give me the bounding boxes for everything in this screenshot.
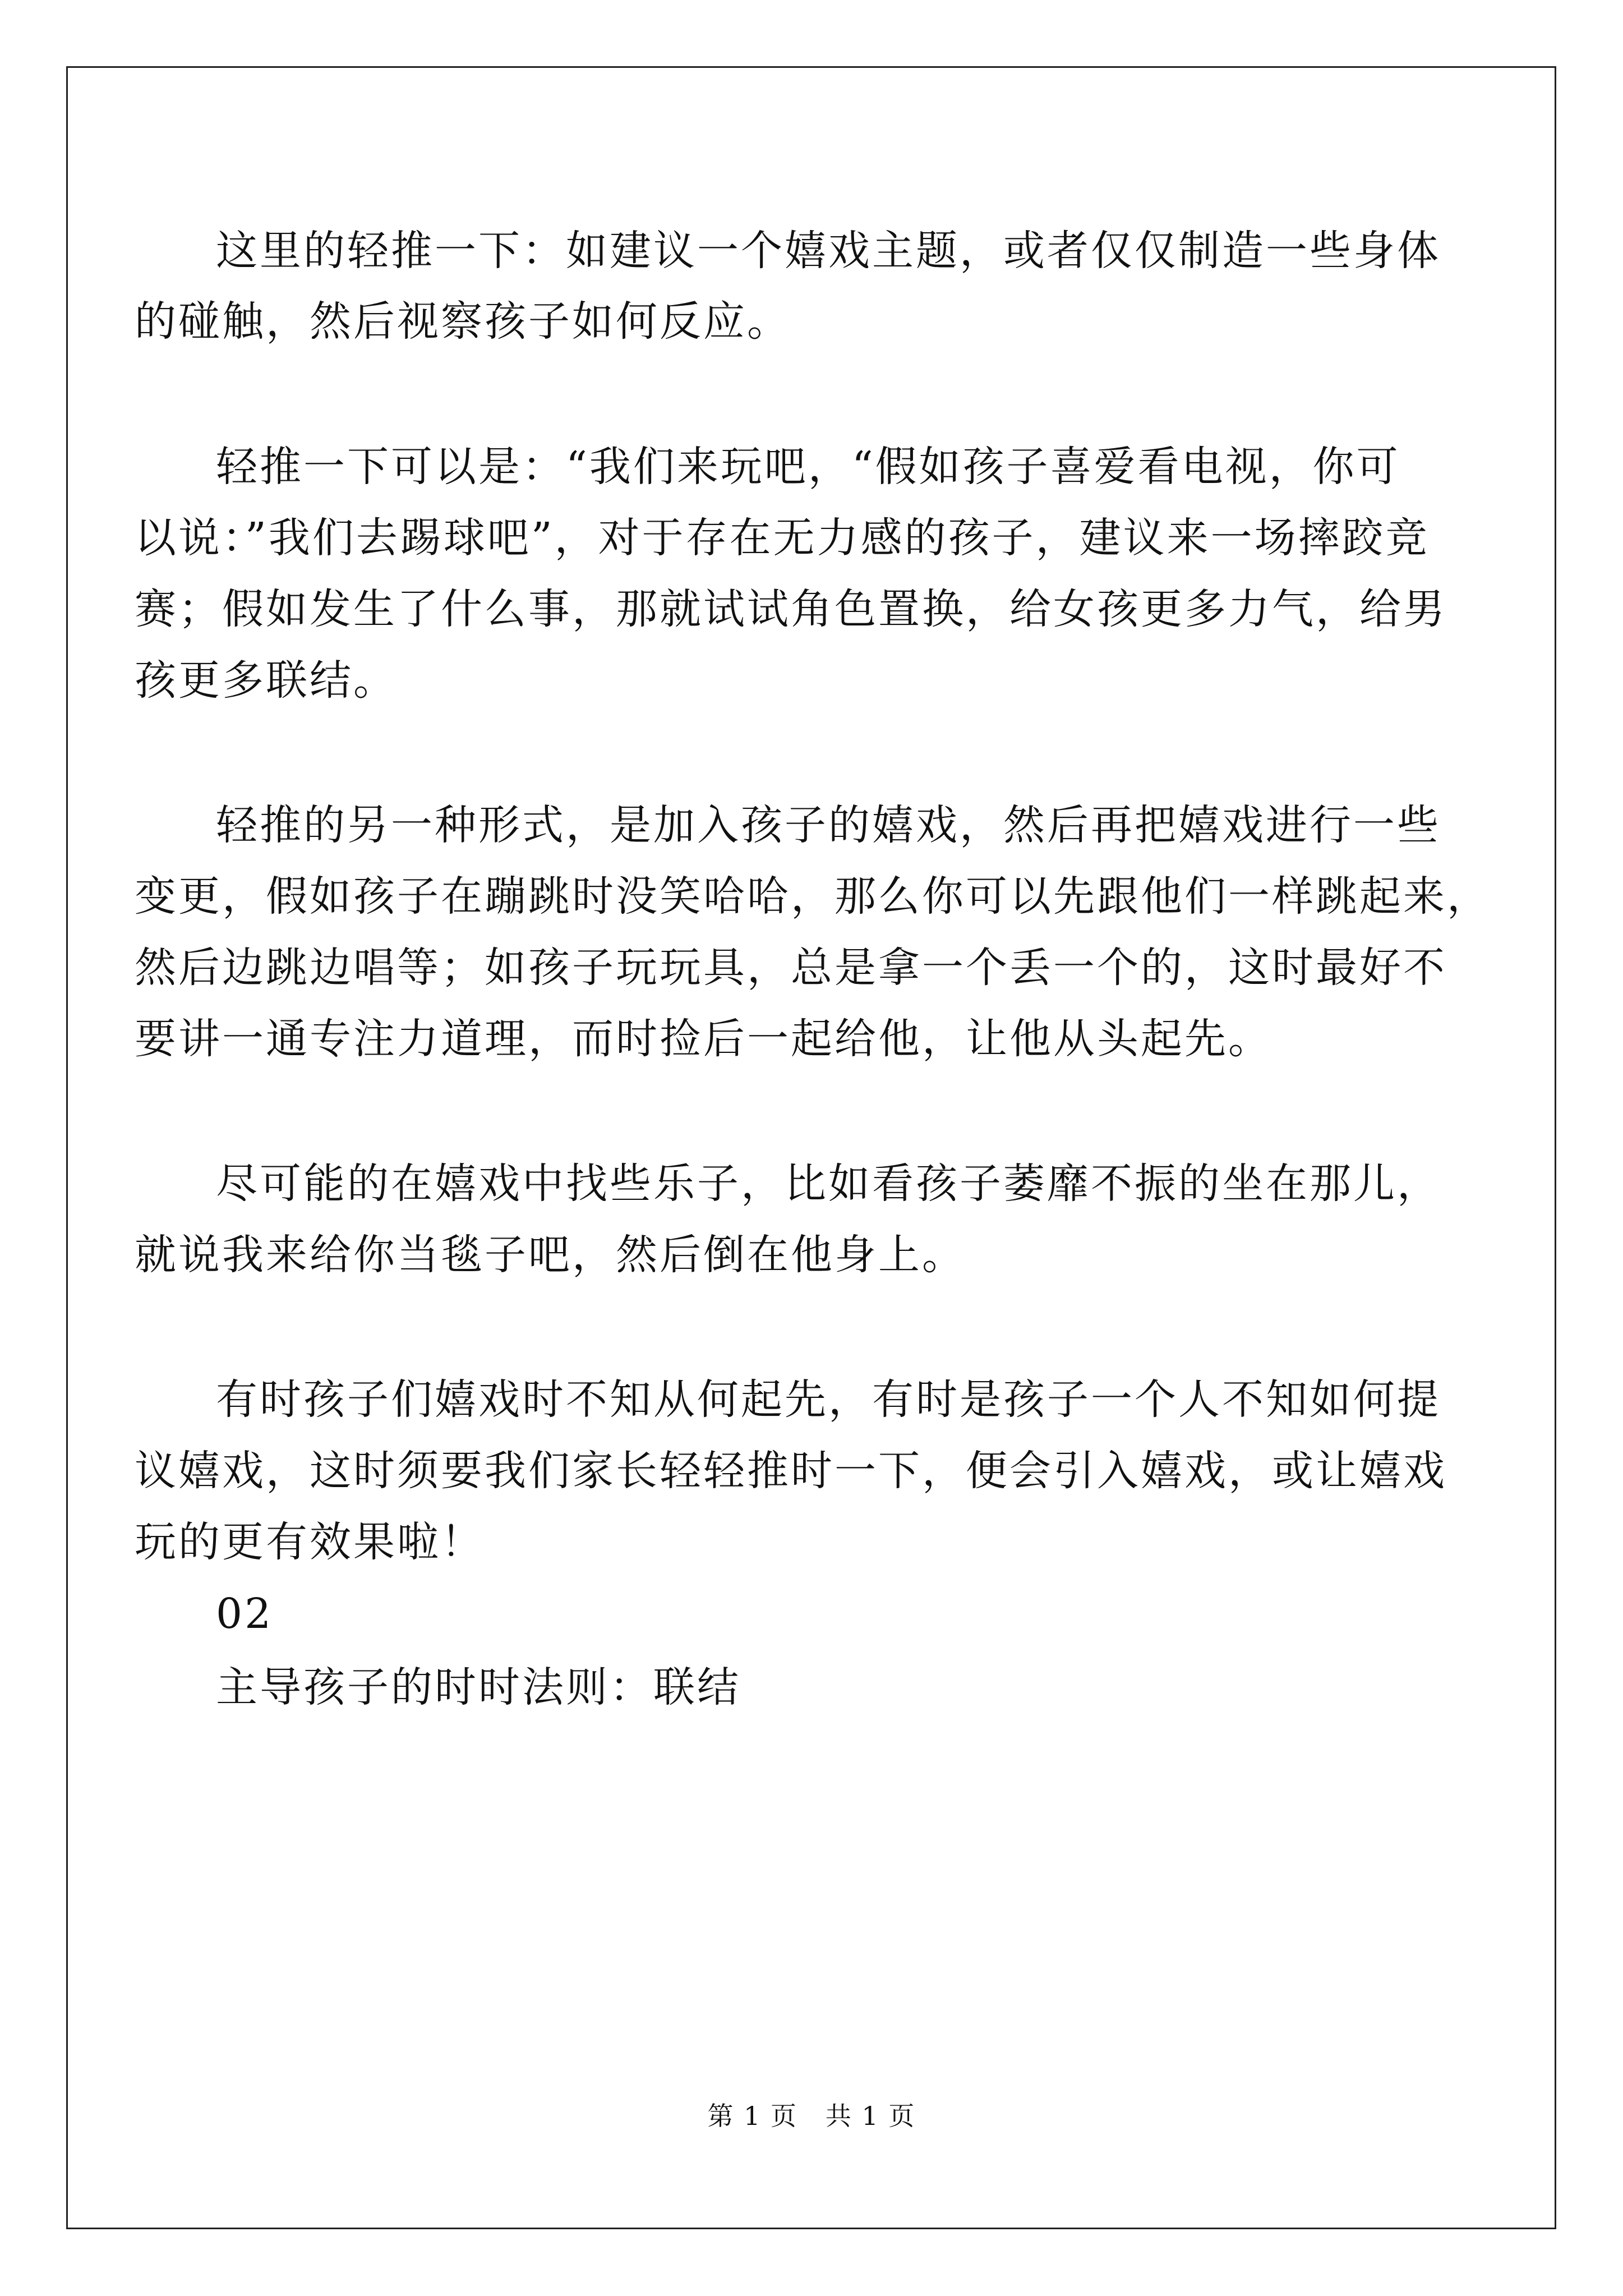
paragraph-4-line-1: 尽可能的在嬉戏中找些乐子，比如看孩子萎靡不振的坐在那儿， [216,1159,1441,1208]
paragraph-2-line-4: 孩更多联结。 [135,656,397,705]
paragraph-1-line-2: 的碰触，然后视察孩子如何反应。 [135,297,791,346]
paragraph-5-line-1: 有时孩子们嬉戏时不知从何起先，有时是孩子一个人不知如何提 [216,1375,1441,1424]
section-number: 02 [216,1590,274,1638]
paragraph-3-line-1: 轻推的另一种形式，是加入孩子的嬉戏，然后再把嬉戏进行一些 [216,801,1441,849]
paragraph-3-line-2: 变更，假如孩子在蹦跳时没笑哈哈，那么你可以先跟他们一样跳起来， [135,872,1491,921]
paragraph-1-line-1: 这里的轻推一下：如建议一个嬉戏主题，或者仅仅制造一些身体 [216,227,1441,275]
paragraph-4-line-2: 就说我来给你当毯子吧，然后倒在他身上。 [135,1231,966,1279]
page-number-footer: 第 1 页 共 1 页 [707,2101,916,2131]
paragraph-3-line-3: 然后边跳边唱等；如孩子玩玩具，总是拿一个丢一个的，这时最好不 [135,944,1447,992]
section-heading: 主导孩子的时时法则：联结 [216,1663,741,1711]
paragraph-2-line-2: 以说：”我们去踢球吧”，对于存在无力感的孩子，建议来一场摔跤竞 [135,514,1430,562]
page-border [66,66,1556,2229]
paragraph-3-line-4: 要讲一通专注力道理，而时捡后一起给他，让他从头起先。 [135,1015,1272,1063]
paragraph-2-line-1: 轻推一下可以是：“我们来玩吧，“假如孩子喜爱看电视，你可 [216,443,1400,491]
paragraph-2-line-3: 赛；假如发生了什么事，那就试试角色置换，给女孩更多力气，给男 [135,585,1447,633]
paragraph-5-line-3: 玩的更有效果啦！ [135,1518,485,1566]
paragraph-5-line-2: 议嬉戏，这时须要我们家长轻轻推时一下，便会引入嬉戏，或让嬉戏 [135,1447,1447,1495]
